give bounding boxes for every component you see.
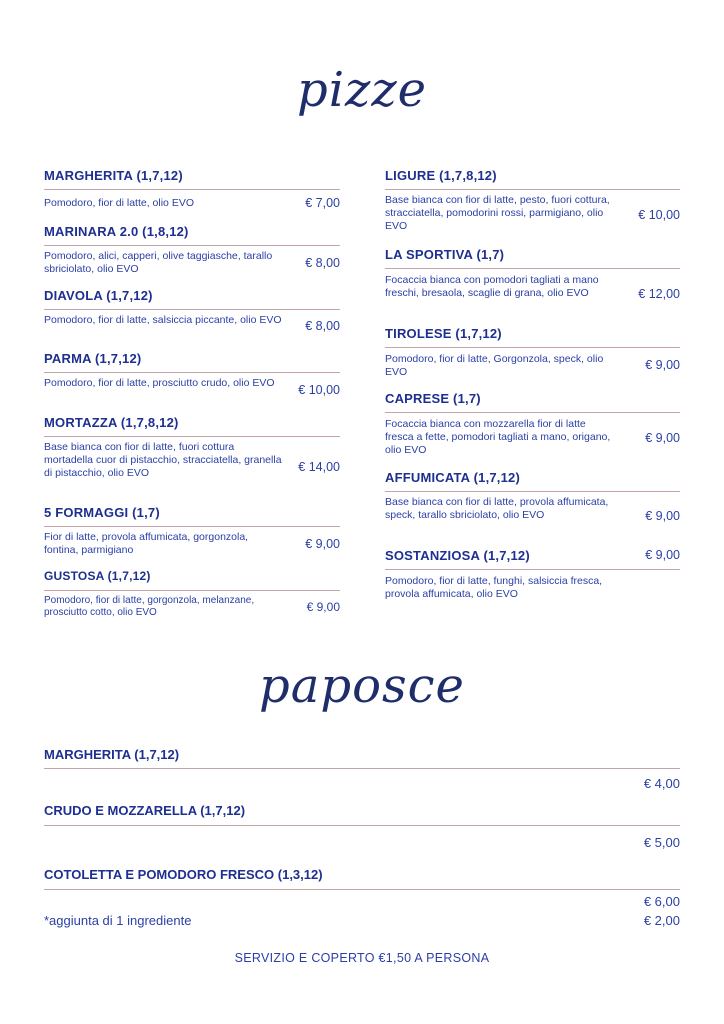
item-name: MORTAZZA (1,7,8,12)	[44, 415, 179, 430]
item-name: SOSTANZIOSA (1,7,12)	[385, 548, 530, 563]
item-name: TIROLESE (1,7,12)	[385, 326, 502, 341]
paposce-item-price: € 4,00	[643, 776, 680, 791]
divider	[44, 889, 680, 890]
item-price: € 10,00	[638, 208, 680, 222]
item-description: Pomodoro, fior di latte, salsiccia piccante, olio EVO	[44, 314, 282, 326]
divider	[44, 309, 340, 310]
item-name: MARGHERITA (1,7,12)	[44, 168, 183, 183]
divider	[44, 768, 680, 769]
paposce-item-name: COTOLETTA E POMODORO FRESCO (1,3,12)	[44, 867, 323, 882]
item-price: € 9,00	[645, 358, 680, 372]
divider	[44, 825, 680, 826]
item-description: Base bianca con fior di latte, provola affumicata, speck, tarallo sbriciolato, olio EVO	[385, 496, 609, 521]
item-name: DIAVOLA (1,7,12)	[44, 288, 153, 303]
item-price: € 7,00	[305, 196, 340, 210]
item-description: Base bianca con fior di latte, fuori cottura mortadella cuor di pistacchio, stracciatella, granella di pistacchio, olio EVO	[44, 441, 282, 479]
item-price: € 10,00	[298, 383, 340, 397]
divider	[44, 526, 340, 527]
item-price: € 9,00	[645, 548, 680, 562]
paposce-title: paposce	[259, 658, 465, 714]
item-name: AFFUMICATA (1,7,12)	[385, 470, 521, 485]
divider	[385, 569, 680, 570]
pizze-title: pizze	[296, 62, 428, 118]
paposce-item-name: MARGHERITA (1,7,12)	[44, 747, 180, 762]
item-description: Pomodoro, fior di latte, gorgonzola, melanzane, prosciutto cotto, olio EVO	[44, 595, 255, 618]
item-description: Fior di latte, provola affumicata, gorgonzola, fontina, parmigiano	[44, 531, 249, 556]
item-name: 5 FORMAGGI (1,7)	[44, 505, 160, 520]
paposce-item-price: € 5,00	[643, 835, 680, 850]
divider	[385, 268, 680, 269]
divider	[385, 347, 680, 348]
divider	[44, 372, 340, 373]
paposce-item-price: € 6,00	[643, 894, 680, 909]
item-name: CAPRESE (1,7)	[385, 391, 481, 406]
item-price: € 8,00	[305, 319, 340, 333]
item-description: Base bianca con fior di latte, pesto, fuori cottura, stracciatella, pomodorini rossi, parmigiano, olio EVO	[385, 194, 610, 232]
extra-ingredient-note: *aggiunta di 1 ingrediente	[44, 913, 192, 928]
item-description: Pomodoro, fior di latte, funghi, salsiccia fresca, provola affumicata, olio EVO	[385, 575, 603, 600]
divider	[385, 412, 680, 413]
item-price: € 9,00	[306, 600, 340, 614]
item-description: Focaccia bianca con mozzarella fior di latte fresca a fette, pomodori tagliati a mano, origano, olio EVO	[385, 418, 611, 456]
divider	[44, 189, 340, 190]
divider	[44, 436, 340, 437]
item-price: € 9,00	[305, 537, 340, 551]
item-price: € 14,00	[298, 460, 340, 474]
item-description: Pomodoro, fior di latte, Gorgonzola, speck, olio EVO	[385, 353, 604, 378]
divider	[385, 491, 680, 492]
divider	[385, 189, 680, 190]
item-name: MARINARA 2.0 (1,8,12)	[44, 224, 189, 239]
item-price: € 9,00	[645, 431, 680, 445]
divider	[44, 245, 340, 246]
item-description: Pomodoro, fior di latte, prosciutto crudo, olio EVO	[44, 377, 275, 389]
item-name: LIGURE (1,7,8,12)	[385, 168, 497, 183]
item-description: Pomodoro, fior di latte, olio EVO	[44, 197, 194, 209]
extra-ingredient-price: € 2,00	[643, 913, 680, 928]
item-name: PARMA (1,7,12)	[44, 351, 142, 366]
item-price: € 12,00	[638, 287, 680, 301]
item-description: Pomodoro, alici, capperi, olive taggiasche, tarallo sbriciolato, olio EVO	[44, 250, 273, 275]
service-charge-note: SERVIZIO E COPERTO €1,50 A PERSONA	[234, 951, 490, 965]
item-description: Focaccia bianca con pomodori tagliati a mano freschi, bresaola, scaglie di grana, olio EVO	[385, 274, 599, 299]
item-name: LA SPORTIVA (1,7)	[385, 247, 505, 262]
item-name: GUSTOSA (1,7,12)	[44, 569, 151, 583]
paposce-item-name: CRUDO E MOZZARELLA (1,7,12)	[44, 803, 246, 818]
item-price: € 8,00	[305, 256, 340, 270]
divider	[44, 590, 340, 591]
item-price: € 9,00	[645, 509, 680, 523]
